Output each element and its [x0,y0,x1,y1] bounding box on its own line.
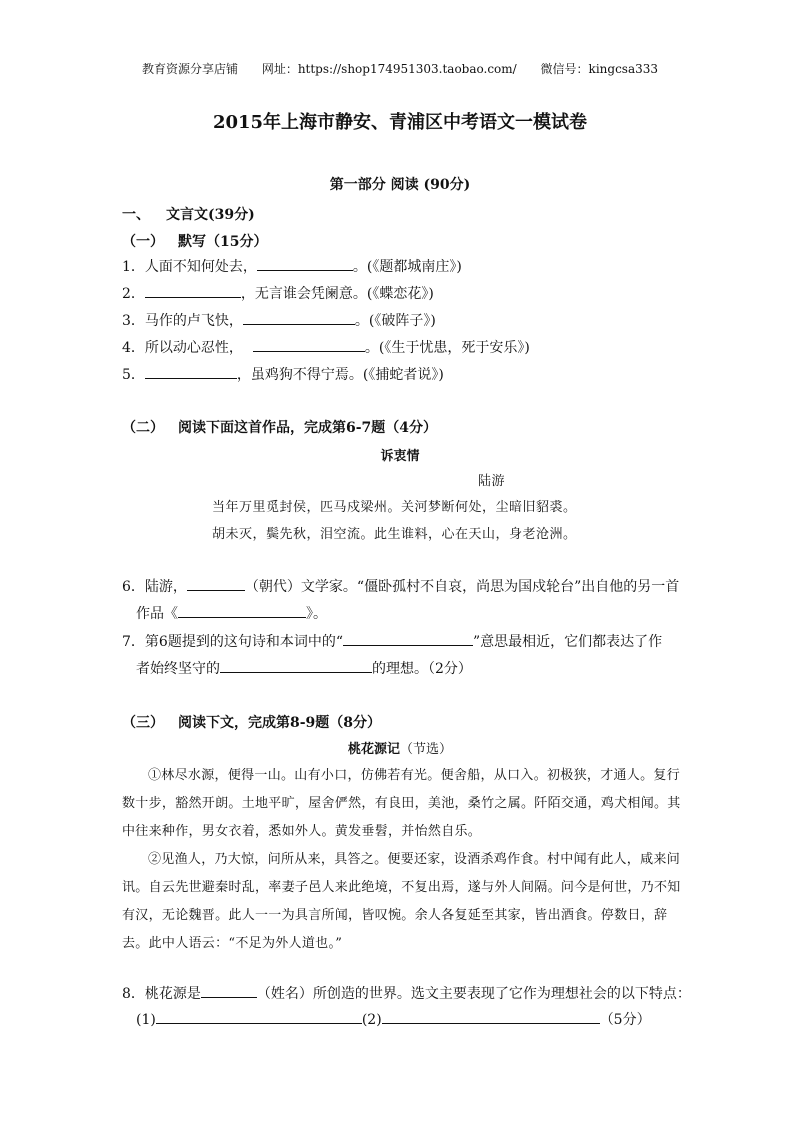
poem-line-1: 当年万里觅封侯，匹马戍梁州。关河梦断何处，尘暗旧貂裘。 [212,500,577,515]
shop-url[interactable]: 网址：https://shop174951303.taobao.com/ [261,62,517,76]
question-7-line-1: 7．第6题提到的这句诗和本词中的“ ”意思最相近，它们都表达了作 [122,631,662,651]
answer-blank[interactable] [243,310,355,325]
answer-blank[interactable] [257,256,353,271]
shop-name: 教育资源分享店铺 [141,62,238,76]
dictation-item-4: 4．所以动心忍性， 。(《生于忧患，死于安乐》) [122,337,530,357]
answer-blank[interactable] [220,658,372,673]
part-heading: 第一部分 阅读 (90分) [329,177,471,193]
answer-blank[interactable] [201,983,257,998]
page-header [0,60,800,77]
section-heading-1: 一、 文言文(39分) [122,207,255,223]
sub-heading-1: （一） 默写（15分） [122,234,268,250]
answer-blank[interactable] [343,631,473,646]
question-8-line-1: 8．桃花源是 （姓名）所创造的世界。选文主要表现了它作为理想社会的以下特点： [122,983,691,1003]
sub-heading-2: （二） 阅读下面这首作品，完成第6-7题（4分） [122,420,438,436]
passage-paragraph-1: ①林尽水源，便得一山。山有小口，仿佛若有光。便舍船，从口入。初极狭，才通人。复行数十步，豁然开朗。土地平旷，屋舍俨然，有良田，美池，桑竹之属。阡陌交通，鸡犬相闻。其中往来种作，男女衣着，悉如外人。黄发垂髫，并怡然自乐。 [122,768,681,839]
answer-blank[interactable] [253,337,365,352]
question-8-line-2: (1) (2) （5分） [136,1009,651,1029]
dictation-item-3: 3．马作的卢飞快， 。(《破阵子》) [122,310,436,330]
answer-blank[interactable] [178,603,306,618]
question-6-line-1: 6．陆游， （朝代）文学家。“僵卧孤村不自哀，尚思为国戍轮台”出自他的另一首 [122,576,679,596]
passage-paragraph-2: ②见渔人，乃大惊，问所从来，具答之。便要还家，设酒杀鸡作食。村中闻有此人，咸来问讯。自云先世避秦时乱，率妻子邑人来此绝境，不复出焉，遂与外人间隔。问今是何世，乃不知有汉，无论魏晋。此人一一为具言所闻，皆叹惋。余人各复延至其家，皆出酒食。停数日，辞去。此中人语云：“不足为外人道也。” [122,852,681,951]
answer-blank[interactable] [145,283,241,298]
question-6-line-2: 作品《 》。 [136,603,327,623]
dictation-item-5: 5． ，虽鸡狗不得宁焉。(《捕蛇者说》) [122,364,444,384]
exam-title: 2015年上海市静安、青浦区中考语文一模试卷 [212,112,588,133]
passage-title: 桃花源记（节选） [347,742,453,757]
sub-heading-3: （三） 阅读下文，完成第8-9题（8分） [122,715,382,731]
answer-blank[interactable] [187,576,245,591]
poem-line-2: 胡未灭，鬓先秋，泪空流。此生谁料，心在天山，身老沧洲。 [212,527,577,542]
answer-blank[interactable] [382,1009,600,1024]
poem-author: 陆游 [478,474,506,489]
poem-title: 诉衷情 [380,449,420,464]
dictation-item-1: 1．人面不知何处去， 。(《题都城南庄》) [122,256,462,276]
question-7-line-2: 者始终坚守的 的理想。（2分） [136,658,472,678]
dictation-item-2: 2． ，无言谁会凭阑意。(《蝶恋花》) [122,283,434,303]
wechat-id: 微信号：kingcsa333 [540,62,659,76]
answer-blank[interactable] [145,364,237,379]
answer-blank[interactable] [156,1009,362,1024]
